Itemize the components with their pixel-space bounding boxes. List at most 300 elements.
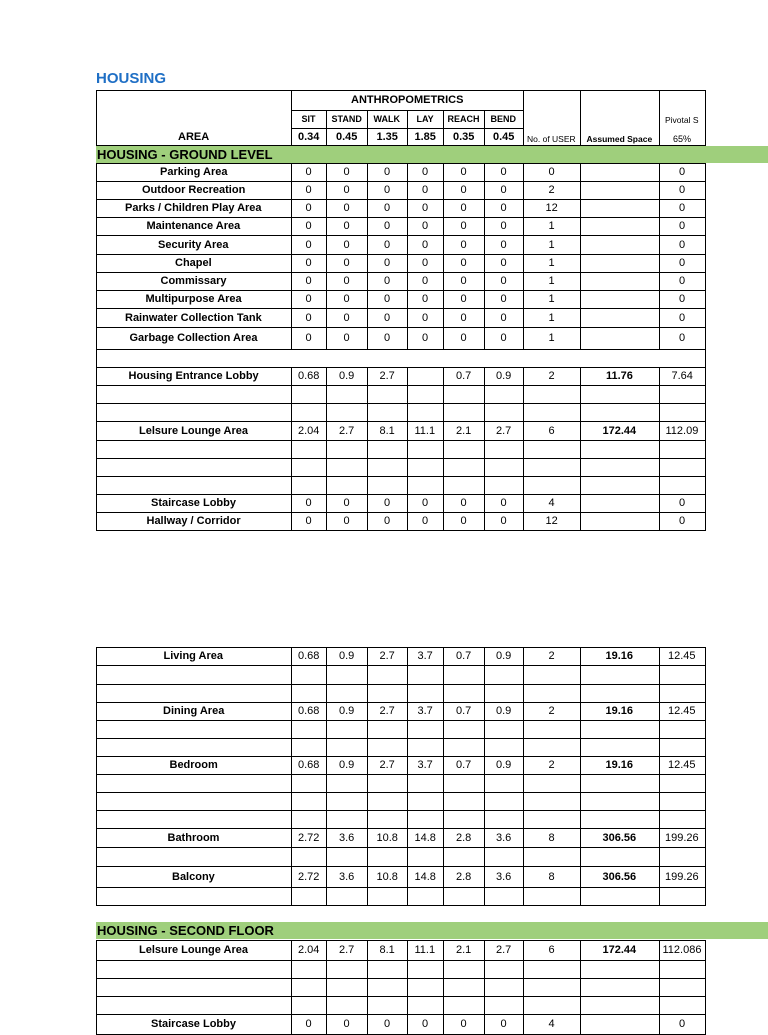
grid-line — [580, 163, 581, 182]
anthropometric-value: 2.7 — [339, 424, 355, 437]
anthropometric-value: 0 — [343, 275, 350, 287]
anthropometric-value: 0 — [305, 220, 312, 232]
pivotal-space-value: 0 — [679, 166, 686, 178]
anthropometric-value: 0 — [384, 184, 391, 196]
factor-value: 0.45 — [493, 130, 515, 143]
anthropometric-value: 0 — [460, 311, 467, 324]
grid-line — [407, 440, 408, 459]
grid-line — [443, 940, 444, 961]
anthropometric-value: 0 — [384, 220, 391, 232]
grid-line — [659, 684, 660, 703]
anthropometric-value: 0 — [500, 220, 507, 232]
area-name: Garbage Collection Area — [129, 332, 258, 344]
anthropometric-value: 0 — [305, 1018, 312, 1030]
grid-line — [705, 978, 706, 997]
grid-line — [291, 494, 292, 513]
anthropometric-value: 0.9 — [339, 650, 355, 662]
pivotal-space-value: 12.45 — [668, 759, 696, 771]
anthropometric-value: 0 — [343, 515, 350, 527]
grid-line — [291, 647, 292, 666]
grid-line — [659, 960, 660, 979]
grid-line — [443, 476, 444, 495]
anthropometric-value: 0.9 — [496, 650, 512, 662]
anthropometric-value: 0 — [422, 1018, 429, 1030]
grid-line — [96, 385, 706, 386]
grid-line — [96, 530, 706, 531]
grid-line — [484, 494, 485, 513]
grid-line — [326, 163, 327, 182]
anthropometric-value: 0 — [422, 238, 429, 251]
grid-line — [705, 720, 706, 739]
grid-line — [96, 254, 97, 273]
grid-line — [326, 421, 327, 441]
grid-line — [96, 702, 97, 721]
pivotal-space-value: 199.26 — [665, 831, 699, 844]
grid-line — [96, 996, 97, 1015]
grid-line — [443, 235, 444, 255]
grid-line — [96, 217, 706, 218]
grid-line — [291, 847, 292, 867]
grid-line — [443, 828, 444, 848]
anthropometric-value: 0 — [500, 238, 507, 251]
pivotal-space-value: 0 — [679, 332, 686, 344]
grid-line — [96, 665, 97, 685]
grid-line — [96, 978, 97, 997]
grid-line — [96, 828, 97, 848]
grid-line — [580, 1014, 581, 1035]
grid-line — [705, 847, 706, 867]
grid-line — [705, 458, 706, 477]
area-name: Staircase Lobby — [151, 1018, 236, 1030]
anthropometric-value: 10.8 — [376, 831, 398, 844]
anthropometric-value: 2.8 — [456, 831, 472, 844]
factor-value: 0.34 — [298, 130, 320, 143]
grid-line — [96, 756, 97, 775]
grid-line — [443, 756, 444, 775]
grid-line — [291, 272, 292, 291]
grid-line — [523, 199, 524, 218]
grid-line — [96, 847, 97, 867]
grid-line — [96, 272, 706, 273]
grid-line — [523, 163, 524, 182]
grid-line — [367, 792, 368, 811]
grid-line — [291, 476, 292, 495]
grid-line — [580, 847, 581, 867]
anthropometric-value: 3.6 — [339, 831, 355, 844]
grid-line — [659, 810, 660, 829]
grid-line — [580, 684, 581, 703]
area-name: Chapel — [175, 257, 212, 269]
grid-line — [443, 978, 444, 997]
grid-line — [367, 996, 368, 1015]
grid-line — [443, 866, 444, 888]
anthropometric-value: 0 — [500, 275, 507, 287]
grid-line — [659, 90, 660, 146]
grid-line — [523, 494, 524, 513]
grid-line — [96, 905, 706, 906]
area-name: Outdoor Recreation — [142, 184, 246, 196]
grid-line — [659, 385, 660, 404]
grid-line — [580, 866, 581, 888]
pivotal-space-value: 0 — [679, 202, 686, 214]
grid-line — [659, 756, 660, 775]
grid-line — [484, 1014, 485, 1035]
grid-line — [580, 217, 581, 236]
grid-line — [705, 254, 706, 273]
grid-line — [367, 940, 368, 961]
grid-line — [291, 90, 292, 146]
grid-line — [705, 327, 706, 350]
grid-line — [291, 421, 292, 441]
grid-line — [291, 163, 292, 182]
grid-line — [523, 90, 524, 146]
grid-line — [705, 403, 706, 422]
anthropometric-value: 14.8 — [414, 831, 436, 844]
user-count: 2 — [548, 370, 555, 382]
grid-line — [443, 327, 444, 350]
anthropometric-value: 0 — [384, 275, 391, 287]
grid-line — [580, 181, 581, 200]
grid-line — [523, 440, 524, 459]
anthropometric-value: 0 — [343, 166, 350, 178]
grid-line — [484, 254, 485, 273]
grid-line — [659, 440, 660, 459]
grid-line — [443, 272, 444, 291]
grid-line — [443, 367, 444, 386]
grid-line — [291, 702, 292, 721]
grid-line — [407, 367, 408, 386]
grid-line — [367, 512, 368, 531]
anthropometric-value: 0.7 — [456, 705, 472, 717]
grid-line — [326, 978, 327, 997]
anthropometric-value: 0 — [305, 497, 312, 509]
column-header: WALK — [373, 114, 400, 124]
grid-line — [291, 792, 292, 811]
grid-line — [659, 308, 660, 328]
grid-line — [407, 792, 408, 811]
grid-line — [443, 494, 444, 513]
grid-line — [659, 996, 660, 1015]
area-name: Security Area — [158, 238, 229, 251]
area-name: Lelsure Lounge Area — [139, 424, 249, 437]
anthropometric-value: 0 — [305, 184, 312, 196]
grid-line — [484, 367, 485, 386]
grid-line — [523, 940, 524, 961]
user-count: 2 — [548, 705, 555, 717]
column-header: STAND — [331, 114, 362, 124]
grid-line — [705, 792, 706, 811]
grid-line — [96, 440, 97, 459]
grid-line — [326, 476, 327, 495]
grid-line — [407, 403, 408, 422]
grid-line — [705, 290, 706, 309]
grid-line — [291, 458, 292, 477]
grid-line — [96, 960, 97, 979]
grid-line — [484, 458, 485, 477]
grid-line — [484, 440, 485, 459]
anthropometric-value: 2.7 — [379, 705, 395, 717]
grid-line — [326, 327, 327, 350]
grid-line — [291, 327, 292, 350]
anthropometric-value: 0 — [460, 332, 467, 344]
grid-line — [96, 720, 706, 721]
section-ground-level: HOUSING - GROUND LEVEL — [97, 147, 273, 162]
grid-line — [443, 458, 444, 477]
grid-line — [523, 978, 524, 997]
grid-line — [407, 458, 408, 477]
grid-line — [705, 887, 706, 906]
anthropometric-value: 8.1 — [379, 424, 395, 437]
user-count: 6 — [548, 944, 555, 956]
anthropometric-value: 2.7 — [496, 944, 512, 956]
grid-line — [580, 367, 581, 386]
grid-line — [367, 494, 368, 513]
anthropometric-value: 2.8 — [456, 870, 472, 883]
grid-line — [326, 792, 327, 811]
grid-line — [443, 792, 444, 811]
anthropometric-value: 0 — [384, 293, 391, 305]
grid-line — [659, 235, 660, 255]
grid-line — [705, 702, 706, 721]
assumed-space-value: 306.56 — [602, 831, 637, 844]
grid-line — [407, 756, 408, 775]
grid-line — [96, 810, 706, 811]
grid-line — [523, 792, 524, 811]
area-name: Hallway / Corridor — [146, 515, 241, 527]
grid-line — [96, 349, 706, 350]
grid-line — [705, 738, 706, 757]
grid-line — [659, 367, 660, 386]
anthropometric-value: 0 — [305, 311, 312, 324]
user-count: 0 — [548, 166, 555, 178]
anthropometric-value: 0 — [305, 332, 312, 344]
grid-line — [291, 367, 292, 386]
grid-line — [367, 385, 368, 404]
grid-line — [705, 440, 706, 459]
grid-line — [326, 199, 327, 218]
grid-line — [484, 647, 485, 666]
grid-line — [367, 199, 368, 218]
grid-line — [326, 290, 327, 309]
pivotal-space-value: 0 — [679, 1018, 686, 1030]
grid-line — [523, 960, 524, 979]
grid-line — [523, 887, 524, 906]
anthropometric-value: 3.6 — [496, 831, 512, 844]
anthropometric-value: 0 — [422, 293, 429, 305]
grid-line — [96, 235, 97, 255]
anthropometric-value: 0 — [305, 257, 312, 269]
anthropometric-value: 0.9 — [339, 759, 355, 771]
grid-line — [367, 702, 368, 721]
anthropometric-value: 3.6 — [339, 870, 355, 883]
grid-line — [367, 458, 368, 477]
grid-line — [96, 181, 706, 182]
grid-line — [484, 887, 485, 906]
grid-line — [705, 810, 706, 829]
grid-line — [659, 199, 660, 218]
grid-line — [367, 181, 368, 200]
anthropometric-value: 0 — [305, 275, 312, 287]
pivotal-space-value: 7.64 — [671, 370, 693, 382]
grid-line — [443, 810, 444, 829]
grid-line — [580, 828, 581, 848]
grid-line — [326, 828, 327, 848]
grid-line — [443, 887, 444, 906]
grid-line — [580, 421, 581, 441]
grid-line — [484, 774, 485, 793]
anthropometric-value: 2.1 — [456, 944, 472, 956]
grid-line — [659, 774, 660, 793]
grid-line — [484, 421, 485, 441]
grid-line — [96, 367, 97, 386]
grid-line — [96, 996, 706, 997]
grid-line — [484, 720, 485, 739]
grid-line — [580, 792, 581, 811]
anthropometric-value: 0 — [384, 332, 391, 344]
grid-line — [443, 163, 444, 182]
anthropometric-value: 0 — [460, 202, 467, 214]
factor-value: 1.85 — [414, 130, 436, 143]
anthropometric-value: 0 — [384, 1018, 391, 1030]
grid-line — [705, 647, 706, 666]
grid-line — [523, 458, 524, 477]
grid-line — [291, 385, 292, 404]
grid-line — [580, 199, 581, 218]
grid-line — [291, 978, 292, 997]
grid-line — [705, 349, 706, 368]
grid-line — [580, 254, 581, 273]
grid-line — [484, 272, 485, 291]
grid-line — [484, 940, 485, 961]
grid-line — [659, 494, 660, 513]
assumed-space-value: 19.16 — [605, 759, 634, 771]
anthropometric-value: 0 — [343, 184, 350, 196]
anthropometric-value: 0 — [500, 166, 507, 178]
grid-line — [96, 163, 706, 164]
grid-line — [659, 254, 660, 273]
area-header: AREA — [178, 130, 210, 143]
grid-line — [291, 512, 292, 531]
grid-line — [580, 512, 581, 531]
grid-line — [484, 308, 485, 328]
grid-line — [326, 720, 327, 739]
grid-line — [523, 702, 524, 721]
grid-line — [705, 308, 706, 328]
grid-line — [96, 828, 706, 829]
grid-line — [291, 254, 292, 273]
pivotal-space-value: 0 — [679, 311, 686, 324]
grid-line — [443, 847, 444, 867]
grid-line — [705, 181, 706, 200]
grid-line — [659, 887, 660, 906]
user-count: 2 — [548, 759, 555, 771]
grid-line — [523, 254, 524, 273]
grid-line — [443, 199, 444, 218]
area-name: Multipurpose Area — [145, 293, 242, 305]
grid-line — [407, 738, 408, 757]
grid-line — [291, 403, 292, 422]
grid-line — [659, 403, 660, 422]
grid-line — [443, 290, 444, 309]
grid-line — [659, 847, 660, 867]
grid-line — [523, 385, 524, 404]
area-name: Lelsure Lounge Area — [139, 944, 249, 956]
grid-line — [659, 458, 660, 477]
anthropometric-value: 0 — [343, 293, 350, 305]
grid-line — [96, 349, 97, 368]
anthropometric-value: 2.7 — [339, 944, 355, 956]
grid-line — [659, 512, 660, 531]
anthropometric-value: 0 — [384, 497, 391, 509]
grid-line — [407, 978, 408, 997]
anthropometric-value: 0 — [422, 257, 429, 269]
grid-line — [443, 308, 444, 328]
grid-line — [407, 272, 408, 291]
grid-line — [705, 235, 706, 255]
user-count: 12 — [545, 202, 558, 214]
anthropometric-value: 0.7 — [456, 650, 472, 662]
grid-line — [96, 290, 706, 291]
grid-line — [96, 512, 706, 513]
grid-line — [367, 774, 368, 793]
grid-line — [659, 792, 660, 811]
grid-line — [523, 756, 524, 775]
anthropometric-value: 0 — [384, 202, 391, 214]
area-name: Dining Area — [163, 705, 225, 717]
grid-line — [326, 665, 327, 685]
grid-line — [523, 308, 524, 328]
grid-line — [96, 476, 97, 495]
anthropometric-value: 2.1 — [456, 424, 472, 437]
grid-line — [580, 476, 581, 495]
grid-line — [407, 847, 408, 867]
grid-line — [407, 512, 408, 531]
anthropometric-value: 0 — [384, 166, 391, 178]
anthropometric-value: 10.8 — [376, 870, 398, 883]
grid-line — [367, 254, 368, 273]
factor-value: 0.45 — [336, 130, 358, 143]
grid-line — [326, 254, 327, 273]
grid-line — [484, 163, 485, 182]
grid-line — [326, 308, 327, 328]
area-name: Balcony — [172, 870, 215, 883]
factor-value: 1.35 — [376, 130, 398, 143]
grid-line — [96, 235, 706, 236]
grid-line — [326, 403, 327, 422]
grid-line — [705, 217, 706, 236]
grid-line — [484, 810, 485, 829]
assumed-space-value: 172.44 — [602, 944, 637, 956]
grid-line — [705, 385, 706, 404]
grid-line — [523, 720, 524, 739]
grid-line — [96, 494, 97, 513]
area-name: Bathroom — [167, 831, 220, 844]
grid-line — [326, 887, 327, 906]
grid-line — [407, 421, 408, 441]
anthropometric-value: 0 — [460, 1018, 467, 1030]
grid-line — [407, 960, 408, 979]
grid-line — [443, 647, 444, 666]
grid-line — [407, 828, 408, 848]
anthropometric-value: 0 — [500, 515, 507, 527]
anthropometric-value: 11.1 — [414, 944, 436, 956]
area-name: Living Area — [163, 650, 223, 662]
grid-line — [659, 738, 660, 757]
assumed-space-value: 19.16 — [605, 705, 634, 717]
anthropometric-value: 0 — [422, 332, 429, 344]
grid-line — [291, 684, 292, 703]
grid-line — [407, 684, 408, 703]
